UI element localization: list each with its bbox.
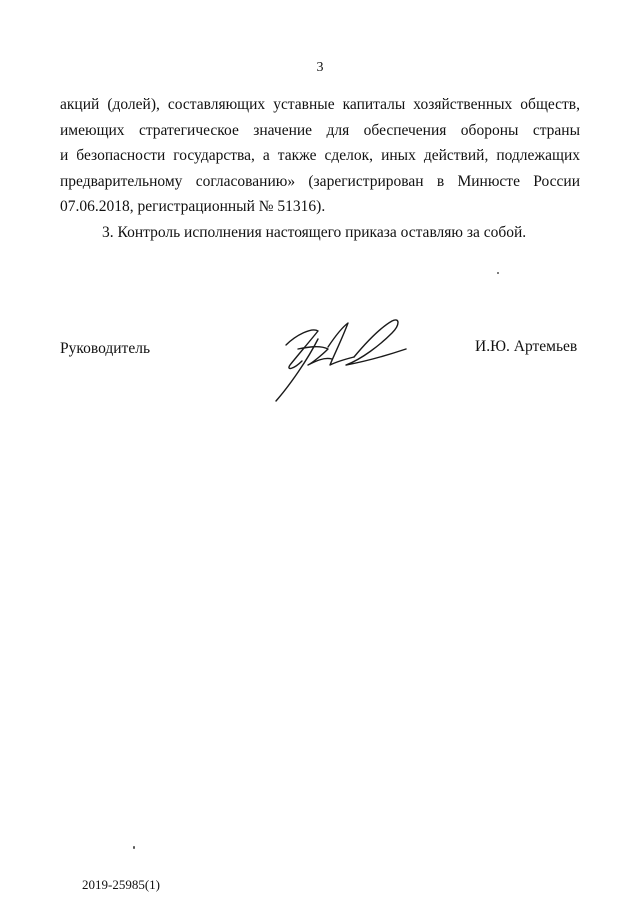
paragraph-continuation [60,92,580,220]
text-line: предварительному согласованию» (зарегистрирован в Минюсте России [60,172,580,190]
text-line: и безопасности государства, а также сделок, иных действий, подлежащих [60,147,580,164]
signatory-name: И.Ю. Артемьев [475,338,578,355]
document-code: 2019-25985(1) [82,877,160,892]
page-number: 3 [316,60,324,75]
document-body [60,92,580,245]
scan-speck [497,272,499,274]
scan-speck [133,846,135,849]
paragraph-item-3: 3. Контроль исполнения настоящего приказа оставляю за собой. [102,223,527,241]
text-line: имеющих стратегическое значение для обеспечения обороны страны [60,121,580,139]
text-line: 07.06.2018, регистрационный № 51316). [60,198,326,215]
text-line: акций (долей), составляющих уставные капиталы хозяйственных обществ, [60,96,580,113]
handwritten-signature [268,305,418,405]
signature-role: Руководитель [60,340,151,357]
